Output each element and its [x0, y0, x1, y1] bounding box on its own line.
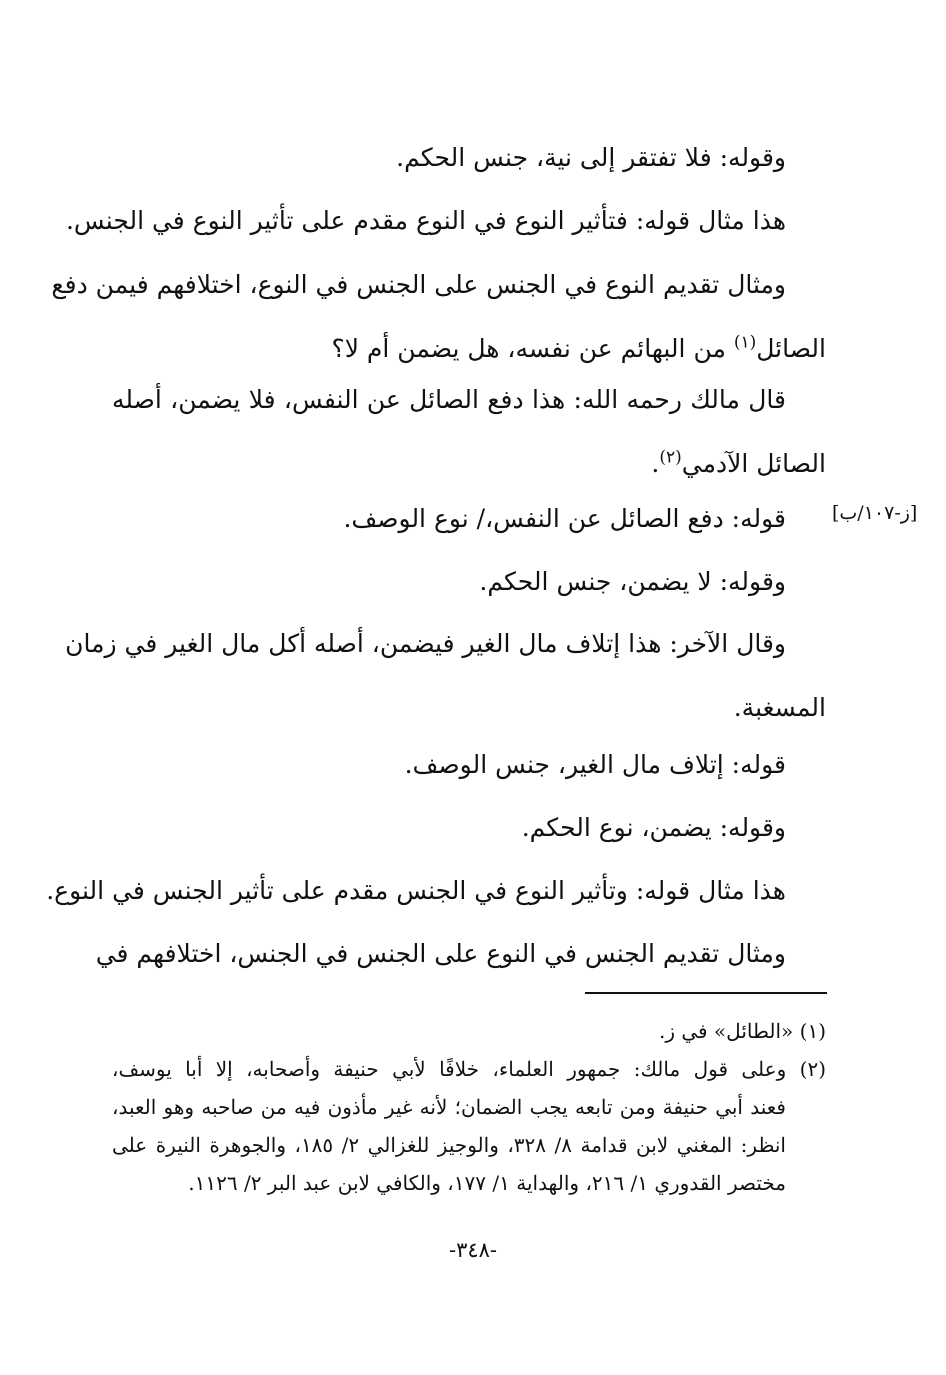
footnote-2-line-2: فعند أبي حنيفة ومن تابعه يجب الضمان؛ لأنه غير مأذون فيه من صاحبه وهو العبد،	[112, 1095, 786, 1119]
paragraph-6-line: وقوله: لا يضمن، جنس الحكم.	[479, 567, 786, 596]
paragraph-3-text-b: من البهائم عن نفسه، هل يضمن أم لا؟	[331, 334, 734, 363]
paragraph-3	[51, 253, 826, 381]
footnote-1: (١) «الطائل» في ز.	[658, 1019, 826, 1043]
paragraph-10	[46, 859, 826, 923]
page-number: -٣٤٨-	[448, 1238, 498, 1262]
paragraph-11-line: ومثال تقديم الجنس في النوع على الجنس في الجنس، اختلافهم في	[95, 939, 786, 968]
paragraph-6	[112, 550, 826, 614]
paragraph-3-text-a: الصائل	[756, 334, 826, 363]
paragraph-1	[112, 126, 826, 190]
footnote-2-line-4: مختصر القدوري ١/ ٢١٦، والهداية ١/ ١٧٧، والكافي لابن عبد البر ٢/ ١١٢٦.	[188, 1171, 786, 1195]
paragraph-4-line-1: قال مالك رحمه الله: هذا دفع الصائل عن النفس، فلا يضمن، أصله	[112, 385, 786, 414]
paragraph-9-line: وقوله: يضمن، نوع الحكم.	[521, 813, 786, 842]
paragraph-7-line-2: المسغبة.	[733, 693, 826, 722]
footnote-marker-1: (١)	[733, 332, 757, 353]
paragraph-5	[112, 487, 826, 551]
paragraph-10-line: هذا مثال قوله: وتأثير النوع في الجنس مقدم على تأثير الجنس في النوع.	[46, 876, 786, 905]
paragraph-1-line: وقوله: فلا تفتقر إلى نية، جنس الحكم.	[396, 143, 786, 172]
paragraph-7-line-1: وقال الآخر: هذا إتلاف مال الغير فيضمن، أصله أكل مال الغير في زمان	[65, 629, 786, 658]
footnote-2-line-1: (٢) وعلى قول مالك: جمهور العلماء، خلافًا لأبي حنيفة وأصحابه، إلا أبا يوسف،	[112, 1057, 826, 1081]
manuscript-folio-reference: [ز-١٠٧/ب]	[832, 502, 918, 524]
paragraph-5-line: قوله: دفع الصائل عن النفس،/ نوع الوصف.	[343, 504, 786, 533]
paragraph-4-text-b: .	[651, 449, 660, 478]
footnote-2-line-3: انظر: المغني لابن قدامة ٨/ ٣٢٨، والوجيز للغزالي ٢/ ١٨٥، والجوهرة النيرة على	[112, 1133, 786, 1157]
footnote-separator	[585, 992, 827, 994]
paragraph-2	[65, 189, 826, 253]
footnote-marker-2: (٢)	[659, 447, 682, 468]
paragraph-2-line: هذا مثال قوله: فتأثير النوع في النوع مقدم على تأثير النوع في الجنس.	[65, 206, 786, 235]
paragraph-3-line-1: ومثال تقديم النوع في الجنس على الجنس في النوع، اختلافهم فيمن دفع	[51, 270, 786, 299]
paragraph-7	[65, 612, 826, 740]
paragraph-4-text-a: الصائل الآدمي	[681, 449, 826, 478]
paragraph-11	[95, 922, 826, 986]
paragraph-4	[112, 368, 826, 496]
paragraph-8-line: قوله: إتلاف مال الغير، جنس الوصف.	[404, 750, 786, 779]
footnotes	[112, 1012, 826, 1202]
paragraph-9	[112, 796, 826, 860]
paragraph-8	[112, 733, 826, 797]
